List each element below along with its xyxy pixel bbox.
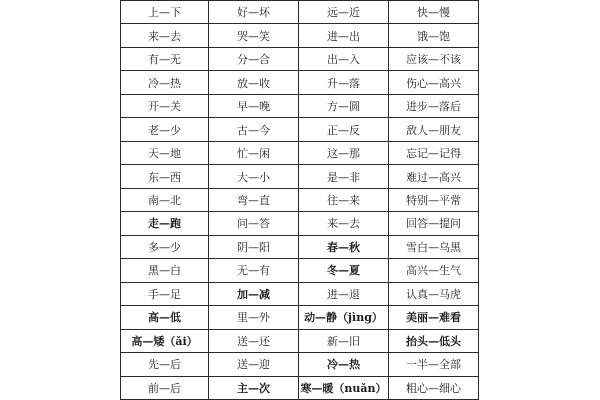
table-row: [121, 235, 479, 258]
table-cell: 早—晚: [209, 94, 299, 117]
table-cell: 手—足: [121, 282, 209, 305]
table-cell: 问—答: [209, 212, 299, 235]
table-cell: 认真—马虎: [389, 282, 479, 305]
table-row: [121, 118, 479, 141]
table-row: [121, 141, 479, 164]
table-cell: 忘记—记得: [389, 141, 479, 164]
table-cell: 黑—白: [121, 259, 209, 282]
table-cell: 寒—暖（nuǎn）: [299, 376, 389, 400]
table-cell: 忙—闲: [209, 141, 299, 164]
table-cell: 进步—落后: [389, 94, 479, 117]
table-cell: 多—少: [121, 235, 209, 258]
table-cell: 正—反: [299, 118, 389, 141]
table-cell: 高—矮（ǎi）: [121, 329, 209, 352]
table-cell: 春—秋: [299, 235, 389, 258]
table-cell: 是—非: [299, 165, 389, 188]
table-cell: 大—小: [209, 165, 299, 188]
table-cell: 这—那: [299, 141, 389, 164]
table-cell: 开—关: [121, 94, 209, 117]
table-cell: 新—旧: [299, 329, 389, 352]
table-cell: 敌人—朋友: [389, 118, 479, 141]
table-row: [121, 376, 479, 400]
table-row: [121, 282, 479, 305]
table-cell: 里—外: [209, 306, 299, 329]
table-cell: 来—去: [299, 212, 389, 235]
table-cell: 粗心—细心: [389, 376, 479, 400]
table-cell: 哭—笑: [209, 24, 299, 47]
table-cell: 冬—夏: [299, 259, 389, 282]
table-cell: 进—退: [299, 282, 389, 305]
table-cell: 远—近: [299, 1, 389, 24]
table-cell: 南—北: [121, 188, 209, 211]
table-cell: 送—迎: [209, 353, 299, 376]
table-cell: 一半—全部: [389, 353, 479, 376]
table-cell: 弯—直: [209, 188, 299, 211]
table-cell: 快—慢: [389, 1, 479, 24]
table-row: [121, 94, 479, 117]
table-cell: 放—收: [209, 71, 299, 94]
table-cell: 高—低: [121, 306, 209, 329]
table-cell: 天—地: [121, 141, 209, 164]
table-cell: 先—后: [121, 353, 209, 376]
table-cell: 回答—提问: [389, 212, 479, 235]
table-cell: 出—入: [299, 47, 389, 70]
table-row: [121, 212, 479, 235]
table-row: [121, 306, 479, 329]
table-row: [121, 329, 479, 352]
table-cell: 加—减: [209, 282, 299, 305]
table-cell: 东—西: [121, 165, 209, 188]
table-cell: 特别—平常: [389, 188, 479, 211]
table-row: [121, 71, 479, 94]
table-cell: 应该—不该: [389, 47, 479, 70]
table-cell: 进—出: [299, 24, 389, 47]
table-row: [121, 353, 479, 376]
table-cell: 难过—高兴: [389, 165, 479, 188]
table-row: [121, 1, 479, 24]
table-cell: 古—今: [209, 118, 299, 141]
table-cell: 饿—饱: [389, 24, 479, 47]
antonym-table: [120, 0, 479, 400]
table-cell: 高兴—生气: [389, 259, 479, 282]
table-cell: 往—来: [299, 188, 389, 211]
table-cell: 好—坏: [209, 1, 299, 24]
table-cell: 方—圆: [299, 94, 389, 117]
table-cell: 分—合: [209, 47, 299, 70]
table-row: [121, 259, 479, 282]
table-cell: 冷—热: [299, 353, 389, 376]
table-row: [121, 24, 479, 47]
table-cell: 雪白—乌黑: [389, 235, 479, 258]
table-cell: 伤心—高兴: [389, 71, 479, 94]
table-cell: 升—落: [299, 71, 389, 94]
table-cell: 老—少: [121, 118, 209, 141]
antonym-table-body: [121, 1, 479, 400]
table-cell: 动—静（jìng）: [299, 306, 389, 329]
table-row: [121, 47, 479, 70]
table-cell: 冷—热: [121, 71, 209, 94]
table-row: [121, 188, 479, 211]
table-cell: 前—后: [121, 376, 209, 400]
table-cell: 美丽—难看: [389, 306, 479, 329]
table-cell: 无—有: [209, 259, 299, 282]
table-cell: 来—去: [121, 24, 209, 47]
table-cell: 走—跑: [121, 212, 209, 235]
table-cell: 抬头—低头: [389, 329, 479, 352]
table-cell: 送—还: [209, 329, 299, 352]
table-cell: 主—次: [209, 376, 299, 400]
table-row: [121, 165, 479, 188]
table-cell: 上—下: [121, 1, 209, 24]
table-cell: 有—无: [121, 47, 209, 70]
table-cell: 阴—阳: [209, 235, 299, 258]
